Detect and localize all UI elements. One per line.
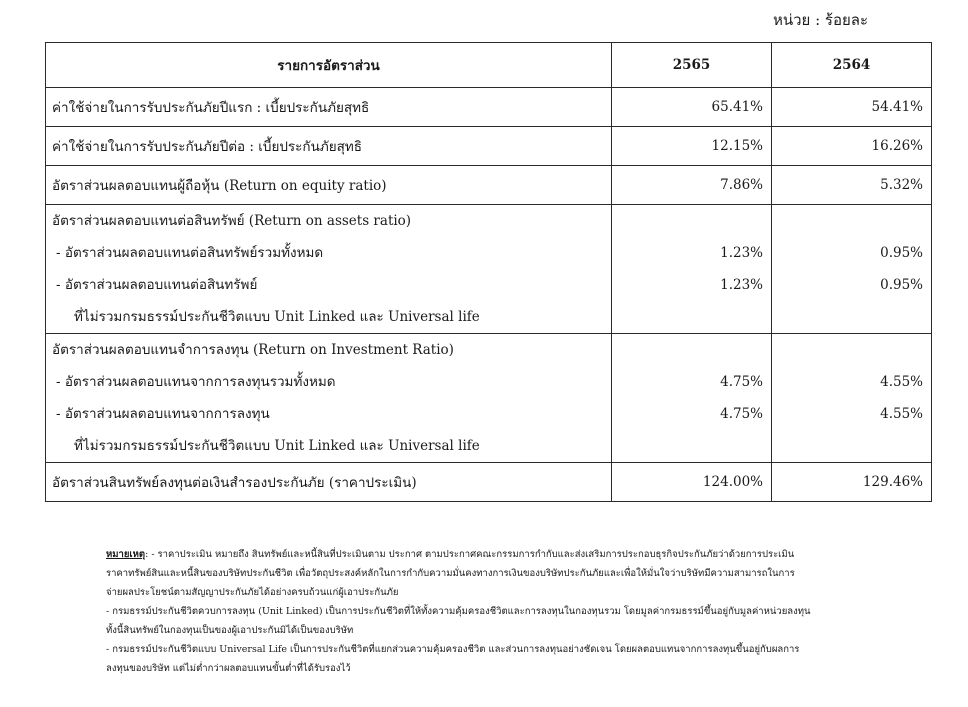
row-value-2565: 65.41%	[612, 88, 772, 127]
roi-sub1-value-2564: 4.55%	[880, 374, 923, 390]
table-row-roi	[46, 334, 932, 463]
table-header-row	[46, 43, 932, 88]
row-label: อัตราส่วนผลตอบแทนผู้ถือหุ้น (Return on equity ratio)	[46, 166, 612, 205]
roa-sub1-value-2564: 0.95%	[880, 245, 923, 261]
roa-sub2-label: - อัตราส่วนผลตอบแทนต่อสินทรัพย์	[56, 277, 258, 293]
roi-sub2-continuation: ที่ไม่รวมกรมธรรม์ประกันชีวิตแบบ Unit Linked และ Universal life	[74, 438, 480, 454]
row-label: ค่าใช้จ่ายในการรับประกันภัยปีแรก : เบี้ยประกันภัยสุทธิ	[46, 88, 612, 127]
row-value-2565: 7.86%	[612, 166, 772, 205]
row-value-2564: 54.41%	[772, 88, 932, 127]
note3-line1: - กรมธรรม์ประกันชีวิตแบบ Universal Life เป็นการประกันชีวิตที่แยกส่วนความคุ้มครองชีวิต และส่วนการลงทุนอย่างชัดเจน โดยผลตอบแทนจากการลงทุนขึ้นอยู่กับผลการ	[106, 644, 800, 655]
note2-line2: ทั้งนี้สินทรัพย์ในกองทุนเป็นของผู้เอาประกันมิได้เป็นของบริษัท	[106, 625, 354, 636]
roi-sub1-value-2565: 4.75%	[720, 374, 763, 390]
footnotes	[106, 545, 896, 678]
row-value-2564: 5.32%	[772, 166, 932, 205]
note2-line1: - กรมธรรม์ประกันชีวิตควบการลงทุน (Unit Linked) เป็นการประกันชีวิตที่ให้ทั้งความคุ้มครองชีวิตและการลงทุนในกองทุนรวม โดยมูลค่ากรมธรรม์ขึ้นอยู่กับมูลค่าหน่วยลงทุน	[106, 606, 811, 617]
roa-sub2-value-2564: 0.95%	[880, 277, 923, 293]
roa-title: อัตราส่วนผลตอบแทนต่อสินทรัพย์ (Return on assets ratio)	[52, 213, 412, 229]
ratio-table	[45, 42, 932, 502]
table-row	[46, 127, 932, 166]
table-row	[46, 166, 932, 205]
note1-line3: จ่ายผลประโยชน์ตามสัญญาประกันภัยได้อย่างครบถ้วนแก่ผู้เอาประกันภัย	[106, 587, 399, 598]
roi-sub2-value-2565: 4.75%	[720, 406, 763, 422]
roi-sub2-value-2564: 4.55%	[880, 406, 923, 422]
roa-sub1-label: - อัตราส่วนผลตอบแทนต่อสินทรัพย์รวมทั้งหมด	[56, 245, 324, 261]
table-row-roa	[46, 205, 932, 334]
row-value-2564: 129.46%	[772, 463, 932, 502]
roa-sub2-continuation: ที่ไม่รวมกรมธรรม์ประกันชีวิตแบบ Unit Linked และ Universal life	[74, 309, 480, 325]
roa-sub2-value-2565: 1.23%	[720, 277, 763, 293]
table-row	[46, 88, 932, 127]
note3-line2: ลงทุนของบริษัท แต่ไม่ต่ำกว่าผลตอบแทนขั้นต่ำที่ได้รับรองไว้	[106, 663, 351, 674]
note1-line1: : - ราคาประเมิน หมายถึง สินทรัพย์และหนี้สินที่ประเมินตาม ประกาศ ตามประกาศคณะกรรมการกำกับและส่งเสริมการประกอบธุรกิจประกันภัยว่าด้วยการประเมิน	[145, 549, 795, 560]
row-label: อัตราส่วนสินทรัพย์ลงทุนต่อเงินสำรองประกันภัย (ราคาประเมิน)	[46, 463, 612, 502]
roi-sub2-label: - อัตราส่วนผลตอบแทนจากการลงทุน	[56, 406, 270, 422]
header-year-2565: 2565	[612, 43, 772, 88]
header-year-2564: 2564	[772, 43, 932, 88]
roi-sub1-label: - อัตราส่วนผลตอบแทนจากการลงทุนรวมทั้งหมด	[56, 374, 336, 390]
row-label: ค่าใช้จ่ายในการรับประกันภัยปีต่อ : เบี้ยประกันภัยสุทธิ	[46, 127, 612, 166]
header-item: รายการอัตราส่วน	[46, 43, 612, 88]
notes-label: หมายเหตุ	[106, 549, 146, 560]
table-row	[46, 463, 932, 502]
unit-label: หน่วย : ร้อยละ	[772, 11, 868, 29]
roi-title: อัตราส่วนผลตอบแทนจำการลงทุน (Return on Investment Ratio)	[52, 342, 454, 358]
row-value-2564: 16.26%	[772, 127, 932, 166]
roa-sub1-value-2565: 1.23%	[720, 245, 763, 261]
note1-line2: ราคาทรัพย์สินและหนี้สินของบริษัทประกันชีวิต เพื่อวัตถุประสงค์หลักในการกำกับความมั่นคงทางการเงินของบริษัทประกันภัยและเพื่อให้มั่นใจว่าบริษัทมีความสามารถในการ	[106, 568, 795, 579]
row-value-2565: 124.00%	[612, 463, 772, 502]
row-value-2565: 12.15%	[612, 127, 772, 166]
